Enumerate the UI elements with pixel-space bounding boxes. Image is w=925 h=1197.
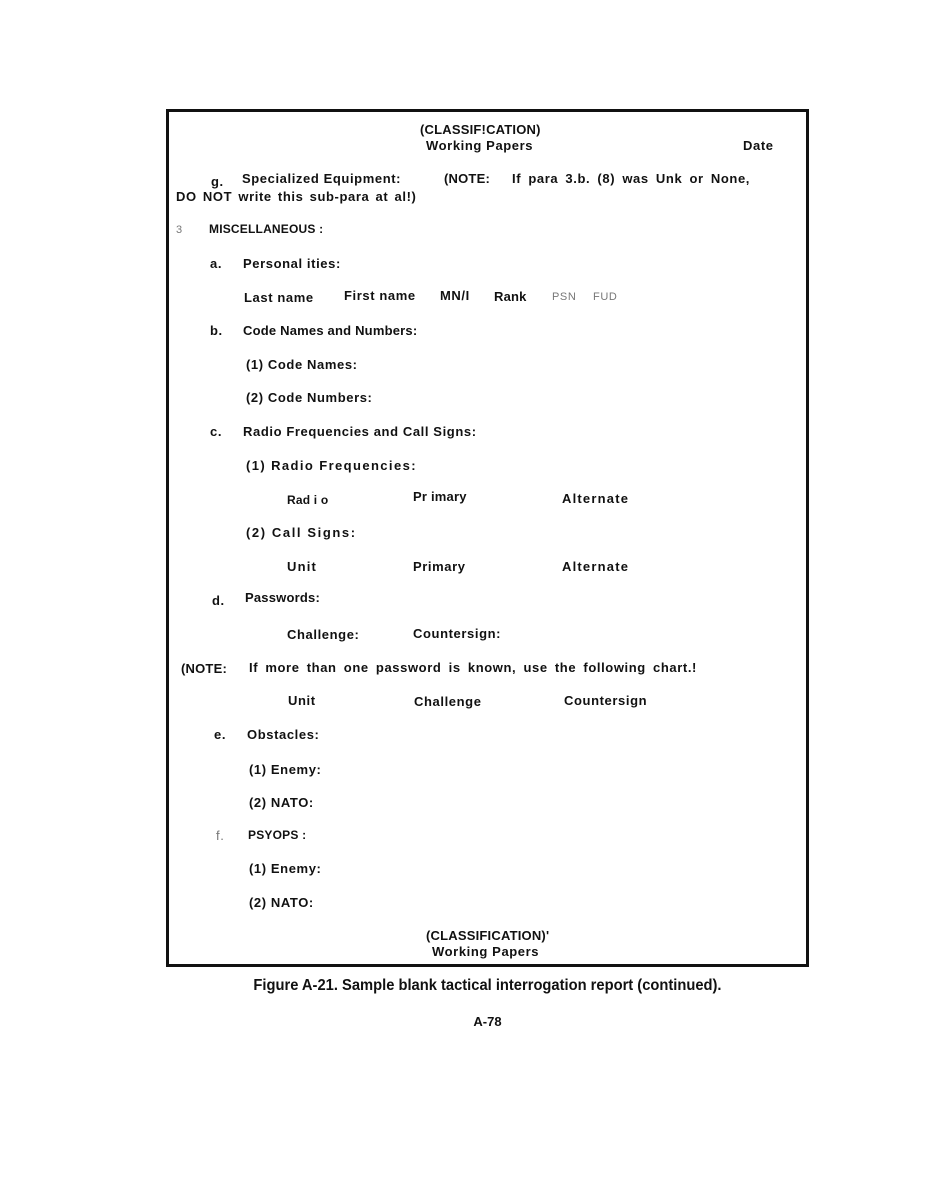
column-countersign: Countersign: xyxy=(413,626,502,641)
column-primary-rf: Pr imary xyxy=(413,489,467,504)
item-d-title: Passwords: xyxy=(245,590,320,605)
header-classification: (CLASSIF!CATION) xyxy=(420,122,541,137)
item-b-title: Code Names and Numbers: xyxy=(243,323,418,338)
item-f-enemy: (1) Enemy: xyxy=(249,861,322,876)
column-primary-cs: Primary xyxy=(413,559,466,574)
column-rank: Rank xyxy=(494,289,527,304)
item-b-label: b. xyxy=(210,323,223,338)
figure-caption: Figure A-21. Sample blank tactical interrogation report (continued). xyxy=(253,977,722,994)
item-f-nato: (2) NATO: xyxy=(249,895,314,910)
header-date: Date xyxy=(743,138,774,153)
column-challenge: Challenge: xyxy=(287,627,360,642)
item-b-code-names: (1) Code Names: xyxy=(246,357,358,372)
chart-column-challenge: Challenge xyxy=(414,694,482,709)
header-working-papers: Working Papers xyxy=(426,138,534,153)
column-alternate-rf: Alternate xyxy=(562,491,630,506)
chart-column-countersign: Countersign xyxy=(564,693,648,708)
item-e-title: Obstacles: xyxy=(247,727,320,742)
item-e-label: e. xyxy=(214,727,227,742)
item-e-enemy: (1) Enemy: xyxy=(249,762,322,777)
item-g-note-start: (NOTE: xyxy=(444,171,490,186)
note-start: (NOTE: xyxy=(181,661,227,676)
column-fud: FUD xyxy=(593,291,618,303)
item-g-note-rest: If para 3.b. (8) was Unk or None, xyxy=(512,171,751,186)
column-first-name: First name xyxy=(344,288,416,303)
column-alternate-cs: Alternate xyxy=(562,559,630,574)
column-psn: PSN xyxy=(552,291,577,303)
section-3-number: 3 xyxy=(176,224,183,236)
item-c-title: Radio Frequencies and Call Signs: xyxy=(243,424,477,439)
item-f-label: f. xyxy=(216,828,225,843)
note-rest: If more than one password is known, use the following chart.! xyxy=(249,660,697,675)
item-e-nato: (2) NATO: xyxy=(249,795,314,810)
item-a-label: a. xyxy=(210,256,223,271)
page-number: A-78 xyxy=(473,1014,502,1029)
item-c-call-signs: (2) Call Signs: xyxy=(246,525,357,540)
item-c-label: c. xyxy=(210,424,223,439)
item-f-title: PSYOPS : xyxy=(248,828,307,842)
footer-classification: (CLASSIFICATION)' xyxy=(426,928,550,943)
column-mni: MN/I xyxy=(440,288,470,303)
item-b-code-numbers: (2) Code Numbers: xyxy=(246,390,373,405)
section-3-title: MISCELLANEOUS : xyxy=(209,222,324,236)
column-unit-cs: Unit xyxy=(287,559,318,574)
footer-working-papers: Working Papers xyxy=(432,944,540,959)
chart-column-unit: Unit xyxy=(288,693,316,708)
item-a-title: Personal ities: xyxy=(243,256,341,271)
item-g-title: Specialized Equipment: xyxy=(242,171,402,186)
column-radio: Rad i o xyxy=(287,493,329,507)
item-g-note-line2: DO NOT write this sub-para at al!) xyxy=(176,189,417,204)
item-c-radio-frequencies: (1) Radio Frequencies: xyxy=(246,458,417,473)
item-d-label: d. xyxy=(212,593,225,608)
item-g-label: g. xyxy=(211,174,224,189)
column-last-name: Last name xyxy=(244,290,314,305)
